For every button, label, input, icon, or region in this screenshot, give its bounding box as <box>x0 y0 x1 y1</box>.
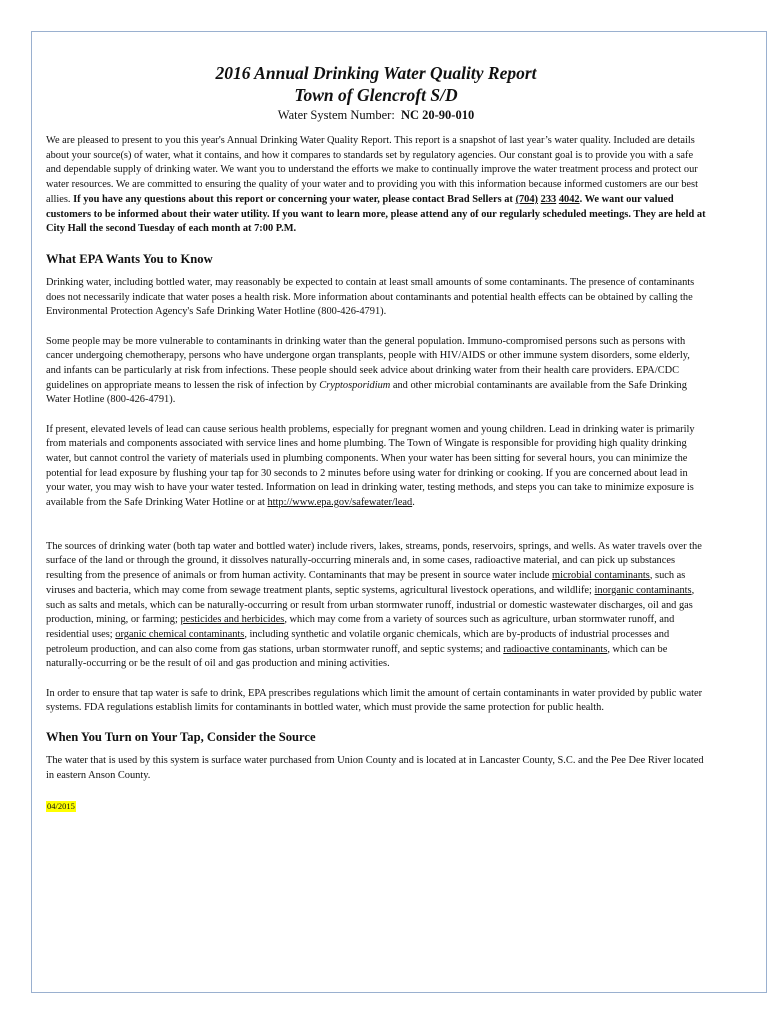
lead-text-end: . <box>412 497 415 509</box>
p2-text: Some people may be more vulnerable to contaminants in drinking water than the general population. Immuno-compromised persons such as persons with cancer undergoing chemotherapy, persons who have undergone organ transplants, people with HIV/AIDS or other immune system disorders, some elderly, and infants can be particularly at risk from infections. These people should seek advice about drinking water from their health care providers. EPA/CDC guidelines on appropriate means to lessen the risk of infection by <box>46 335 690 391</box>
lead-text: If present, elevated levels of lead can cause serious health problems, especially for pregnant women and young children. Lead in drinking water is primarily from materials and components associated with service lines and home plumbing. The Town of Wingate is responsible for providing high quality drinking water, but cannot control the variety of materials used in plumbing components. When your water has been sitting for several hours, you can minimize the potential for lead exposure by flushing your tap for 30 seconds to 2 minutes before using water for drinking or cooking. If you are concerned about lead in your water, you may wish to have your water tested. Information on lead in drinking water, testing methods, and steps you can take to minimize exposure is available from the Safe Drinking Water Hotline or at <box>46 423 695 509</box>
contact-text: If you have any questions about this report or concerning your water, please contact Brad Sellers at <box>73 193 516 205</box>
source-heading: When You Turn on Your Tap, Consider the Source <box>46 730 316 744</box>
phone-prefix: 233 <box>540 193 557 205</box>
epa-heading: What EPA Wants You to Know <box>46 251 213 266</box>
phone-line: 4042 <box>558 193 580 205</box>
source-paragraph: The water that is used by this system is surface water purchased from Union County and is located at in Lancaster County, S.C. and the Pee Dee River located in eastern Anson County. <box>46 755 704 781</box>
sources-text-c: , such as salts and metals, which can be naturally-occurring or result from urban stormwater runoff, industrial or domestic wastewater discharges, oil and gas production, mining, or farming; <box>46 584 695 626</box>
water-system-number <box>46 107 706 124</box>
sources-paragraph <box>46 540 706 672</box>
report-title <box>46 62 706 106</box>
regulations-paragraph: In order to ensure that tap water is safe to drink, EPA prescribes regulations which limit the amount of certain contaminants in water provided by public water systems. FDA regulations establish limits for contaminants in bottled water, which must provide the same protection for public health. <box>46 687 703 714</box>
date-stamp: 04/2015 <box>47 801 75 812</box>
term-radioactive: radioactive contaminants <box>503 643 608 655</box>
p2-text-end: and other microbial contaminants are available from the Safe Drinking Water Hotline (800-426-4791). <box>46 379 687 406</box>
cryptosporidium-term: Cryptosporidium <box>319 379 391 391</box>
lead-paragraph <box>46 423 706 511</box>
term-organic: organic chemical contaminants <box>115 628 245 640</box>
epa-paragraph-1: Drinking water, including bottled water, may reasonably be expected to contain at least small amounts of some contaminants. The presence of contaminants does not necessarily indicate that water poses a health risk. More information about contaminants and potential health effects can be obtained by calling the Environmental Protection Agency's Safe Drinking Water Hotline (800-426-4791). <box>46 276 695 318</box>
intro-contact <box>46 194 706 234</box>
epa-lead-link[interactable]: http://www.epa.gov/safewater/lead <box>267 497 413 509</box>
sources-text-b: , such as viruses and bacteria, which may come from sewage treatment plants, septic systems, agricultural livestock operations, and wildlife; <box>46 570 686 596</box>
intro-text: We are pleased to present to you this year's Annual Drinking Water Quality Report. This report is a snapshot of last year’s water quality. Included are details about your source(s) of water, what it contains, and how it compares to standards set by regulatory agencies. Our constant goal is to provide you with a safe and dependable supply of drinking water. We want you to understand the efforts we make to continually improve the water treatment process and protect our water resources. We are committed to ensuring the quality of your water and to providing you with this information because informed customers are our best allies. <box>46 135 698 205</box>
sources-text-e: , including synthetic and volatile organic chemicals, which are by-products of industrial processes and petroleum production, and can also come from gas stations, urban stormwater runoff, and septic systems; and <box>46 628 670 655</box>
term-inorganic: inorganic contaminants <box>594 584 692 596</box>
intro-paragraph <box>46 134 706 237</box>
system-number: NC 20-90-010 <box>400 108 475 122</box>
sources-text-d: , which may come from a variety of sources such as agriculture, urban stormwater runoff, and residential uses; <box>46 614 675 640</box>
sources-text-a: The sources of drinking water (both tap water and bottled water) include rivers, lakes, streams, ponds, reservoirs, springs, and wells. As water travels over the surface of the land or through the ground, it dissolves naturally-occurring minerals and, in some cases, radioactive material, and can pick up substances resulting from the presence of animals or from human activity. Contaminants that may be present in source water include <box>46 540 702 582</box>
sources-text-f: , which can be naturally-occurring or be the result of oil and gas production and mining activities. <box>46 643 668 670</box>
term-microbial: microbial contaminants <box>552 570 650 582</box>
title-line-2: Town of Glencroft S/D <box>294 85 458 105</box>
epa-paragraph-2 <box>46 335 706 409</box>
title-line-1: 2016 Annual Drinking Water Quality Report <box>215 63 537 83</box>
report-body <box>46 62 706 814</box>
phone-area-code: (704) <box>515 193 539 205</box>
system-label: Water System Number: <box>277 108 395 122</box>
meeting-text: . We want our valued customers to be informed about their water utility. If you want to learn more, please attend any of our regularly scheduled meetings. They are held at City Hall the second Tuesday of each month at 7:00 P.M. <box>46 193 706 235</box>
term-pesticides: pesticides and herbicides <box>180 614 285 626</box>
